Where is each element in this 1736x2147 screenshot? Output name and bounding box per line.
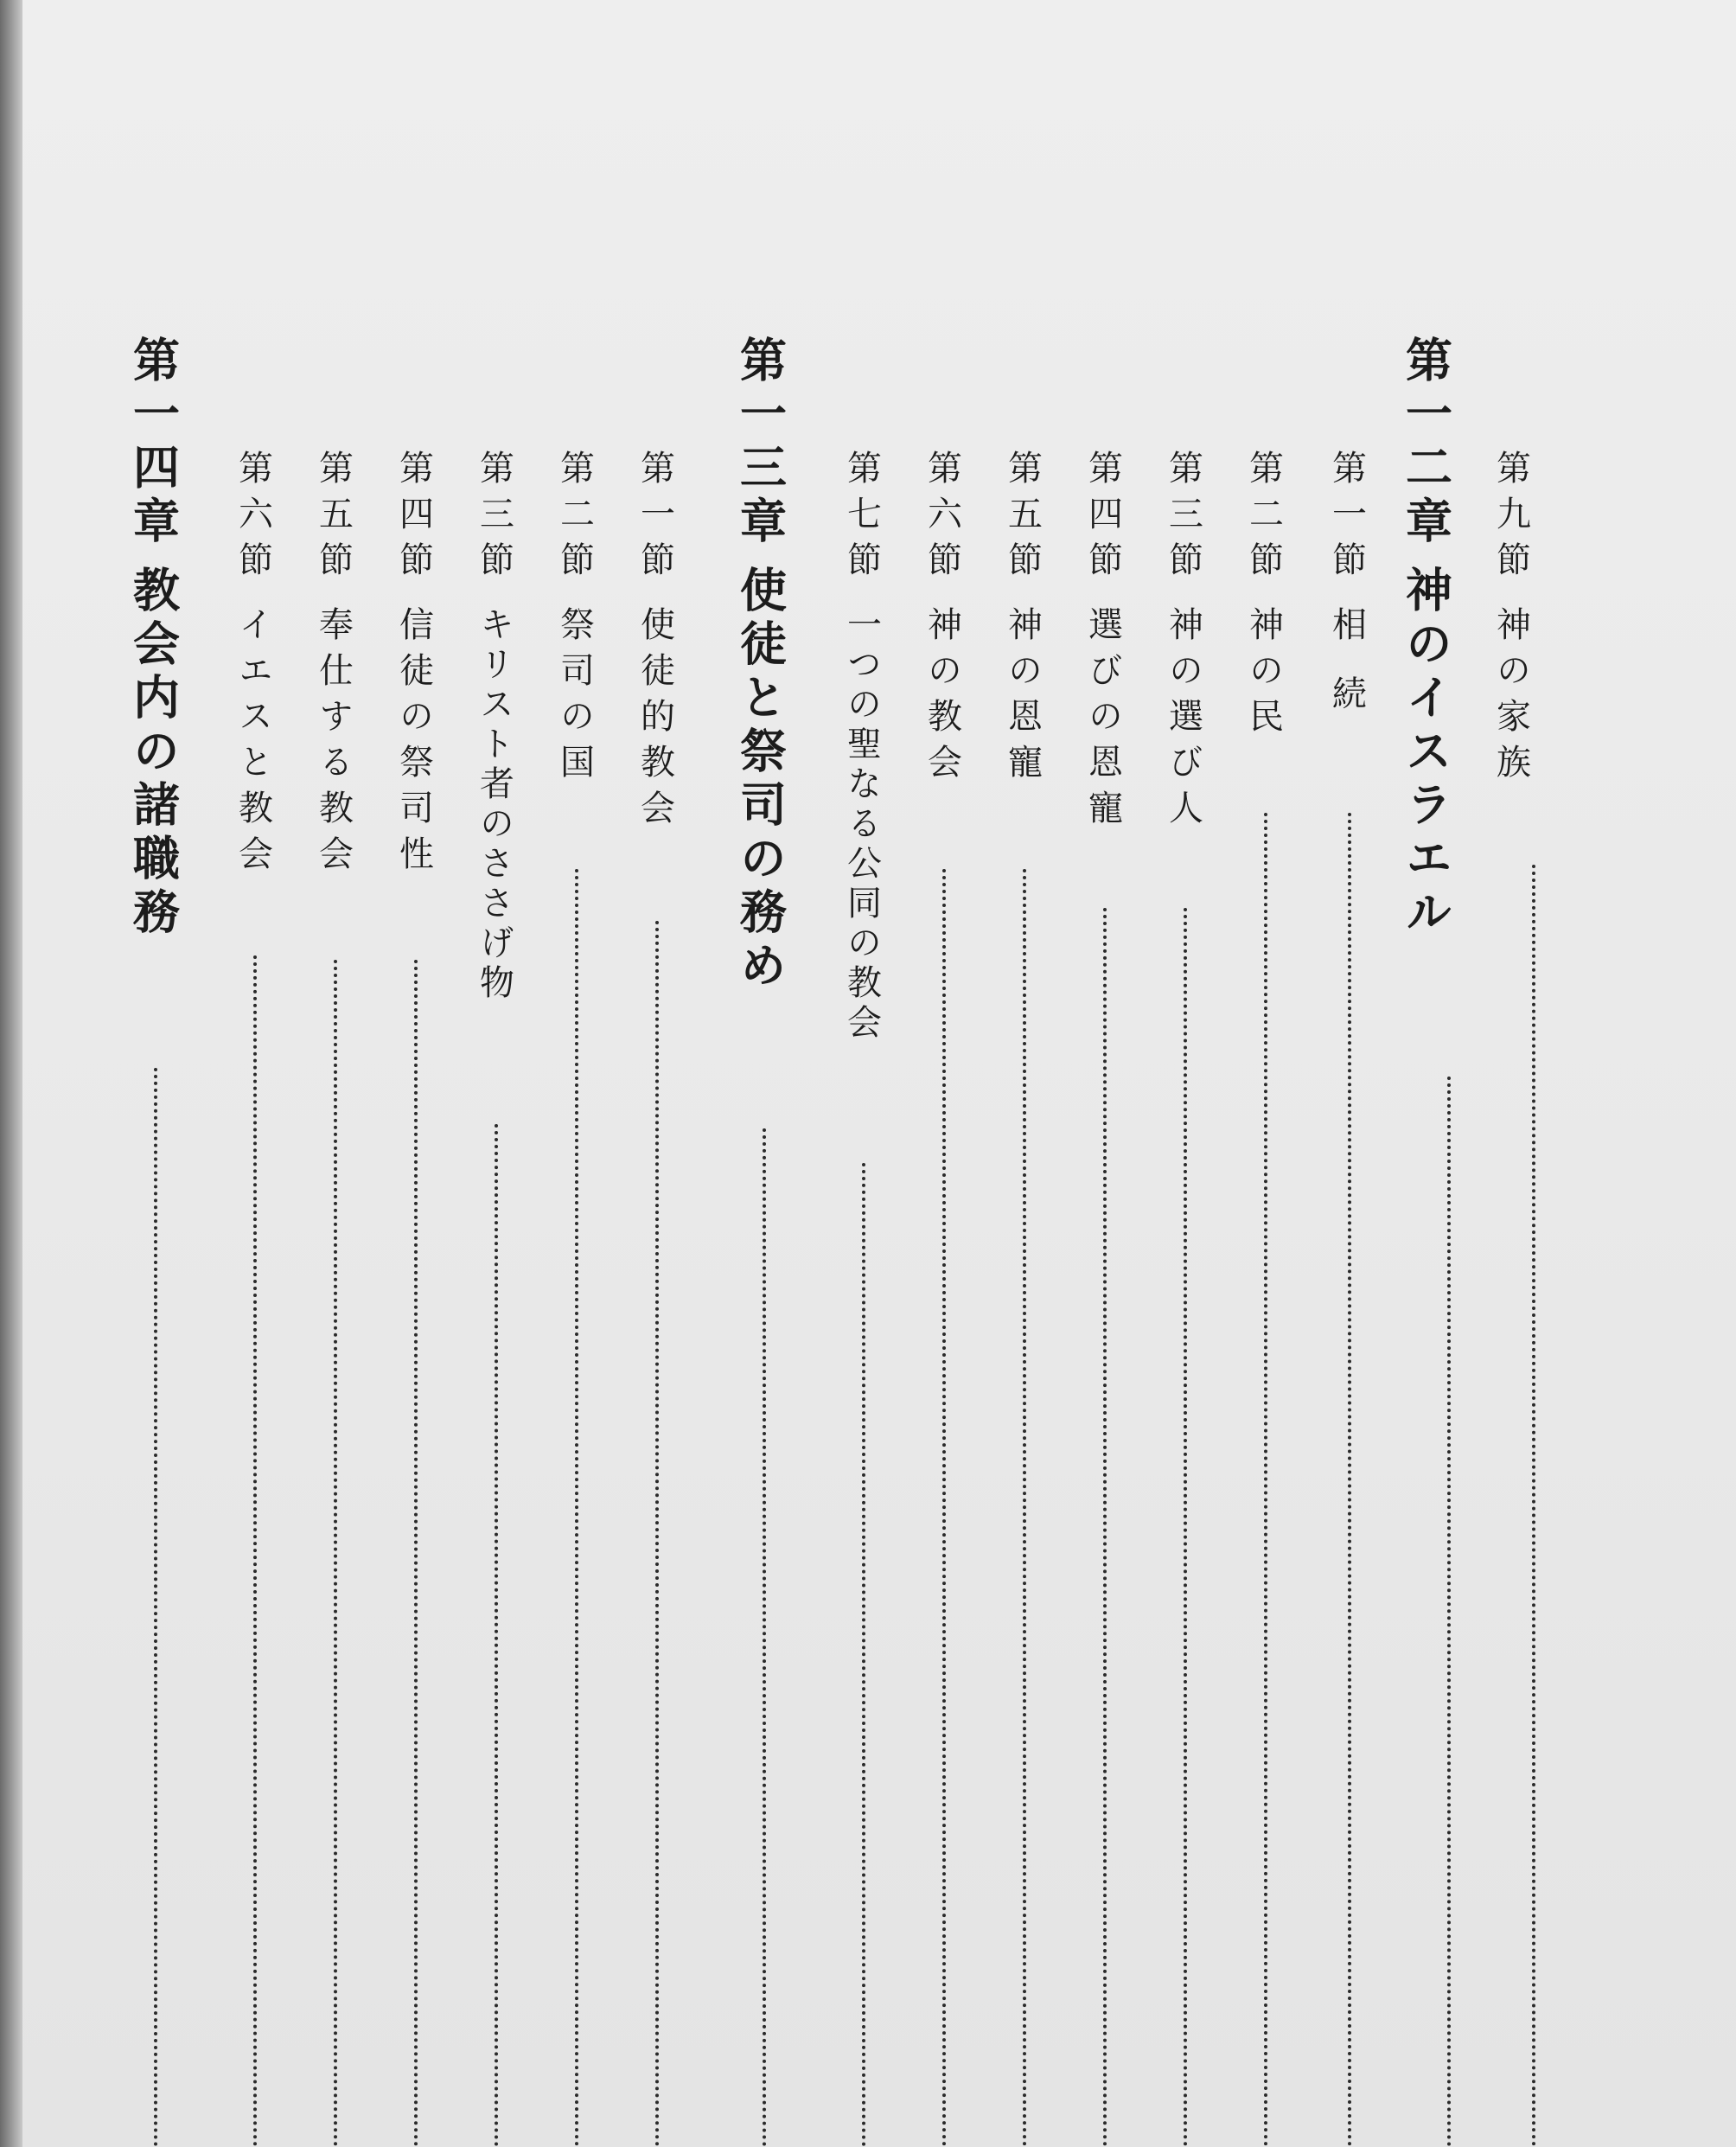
entry-label: 第七節 <box>841 450 882 587</box>
entry-label: 第一四章 <box>125 335 182 550</box>
entry-label: 第四節 <box>1082 450 1123 587</box>
leader-dots <box>334 960 337 2147</box>
entry-title: 選びの恩寵 <box>1082 606 1123 835</box>
entry-title: 使徒と祭司の務め <box>732 566 788 994</box>
entry-label: 第四節 <box>393 450 434 587</box>
leader-dots <box>862 1163 865 2147</box>
leader-dots <box>942 869 946 2147</box>
entry-label: 第五節 <box>1002 450 1043 587</box>
entry-label: 第一節 <box>1326 450 1367 587</box>
entry-title: 教会内の諸職務 <box>125 566 182 941</box>
entry-label: 第三節 <box>1163 450 1203 587</box>
entry-title: キリスト者のささげ物 <box>474 606 514 1004</box>
entry-label: 第一節 <box>635 450 675 587</box>
toc-entry-section <box>915 0 970 789</box>
entry-label: 第一三章 <box>732 335 788 550</box>
leader-dots <box>1447 1077 1451 2147</box>
entry-title: 信徒の祭司性 <box>393 606 434 881</box>
entry-title: 神の家族 <box>1490 606 1531 789</box>
toc-entry-section <box>1075 0 1131 835</box>
entry-title: 神の恩寵 <box>1002 606 1043 789</box>
toc-entry-section <box>628 0 683 835</box>
entry-title: 神のイスラエル <box>1398 566 1454 941</box>
toc-entry-section <box>1236 0 1292 744</box>
toc-entry-section <box>1484 0 1539 789</box>
toc-entry-chapter <box>724 0 797 994</box>
toc-entry-section <box>467 0 522 1004</box>
entry-title: 使徒的教会 <box>635 606 675 835</box>
toc-entry-section <box>226 0 281 881</box>
leader-dots <box>253 955 257 2147</box>
toc-entry-section <box>1319 0 1375 744</box>
leader-dots <box>414 960 418 2147</box>
leader-dots <box>655 921 659 2147</box>
leader-dots <box>575 869 578 2147</box>
toc-page <box>22 0 1736 2147</box>
leader-dots <box>1532 865 1535 2147</box>
entry-title: 神の教会 <box>922 606 962 789</box>
entry-label: 第二節 <box>1243 450 1284 587</box>
toc-entry-section <box>995 0 1050 789</box>
entry-label: 第二節 <box>554 450 595 587</box>
entry-title: 祭司の国 <box>554 606 595 789</box>
toc-entry-section <box>386 0 442 881</box>
leader-dots <box>1103 908 1107 2147</box>
entry-label: 第六節 <box>233 450 273 587</box>
entry-label: 第一二章 <box>1398 335 1454 550</box>
toc-entry-section <box>1156 0 1211 835</box>
entry-title: 神の選び人 <box>1163 606 1203 835</box>
toc-entry-section <box>306 0 361 881</box>
entry-label: 第九節 <box>1490 450 1531 587</box>
entry-title: イエスと教会 <box>233 606 273 881</box>
entry-title: 奉仕する教会 <box>313 606 354 881</box>
leader-dots <box>1348 813 1351 2147</box>
leader-dots <box>1023 869 1026 2147</box>
entry-title: 一つの聖なる公同の教会 <box>841 606 882 1044</box>
leader-dots <box>495 1124 498 2147</box>
entry-label: 第五節 <box>313 450 354 587</box>
leader-dots <box>1184 908 1187 2147</box>
book-edge <box>0 0 22 2147</box>
toc-entry-chapter <box>118 0 190 941</box>
leader-dots <box>154 1068 157 2147</box>
entry-title: 神の民 <box>1243 606 1284 744</box>
toc-entry-chapter <box>1390 0 1463 941</box>
entry-label: 第六節 <box>922 450 962 587</box>
leader-dots <box>1264 813 1267 2147</box>
toc-entry-section <box>547 0 603 789</box>
toc-entry-section <box>834 0 890 1044</box>
entry-title: 相続 <box>1326 606 1367 744</box>
leader-dots <box>763 1128 766 2147</box>
entry-label: 第三節 <box>474 450 514 587</box>
